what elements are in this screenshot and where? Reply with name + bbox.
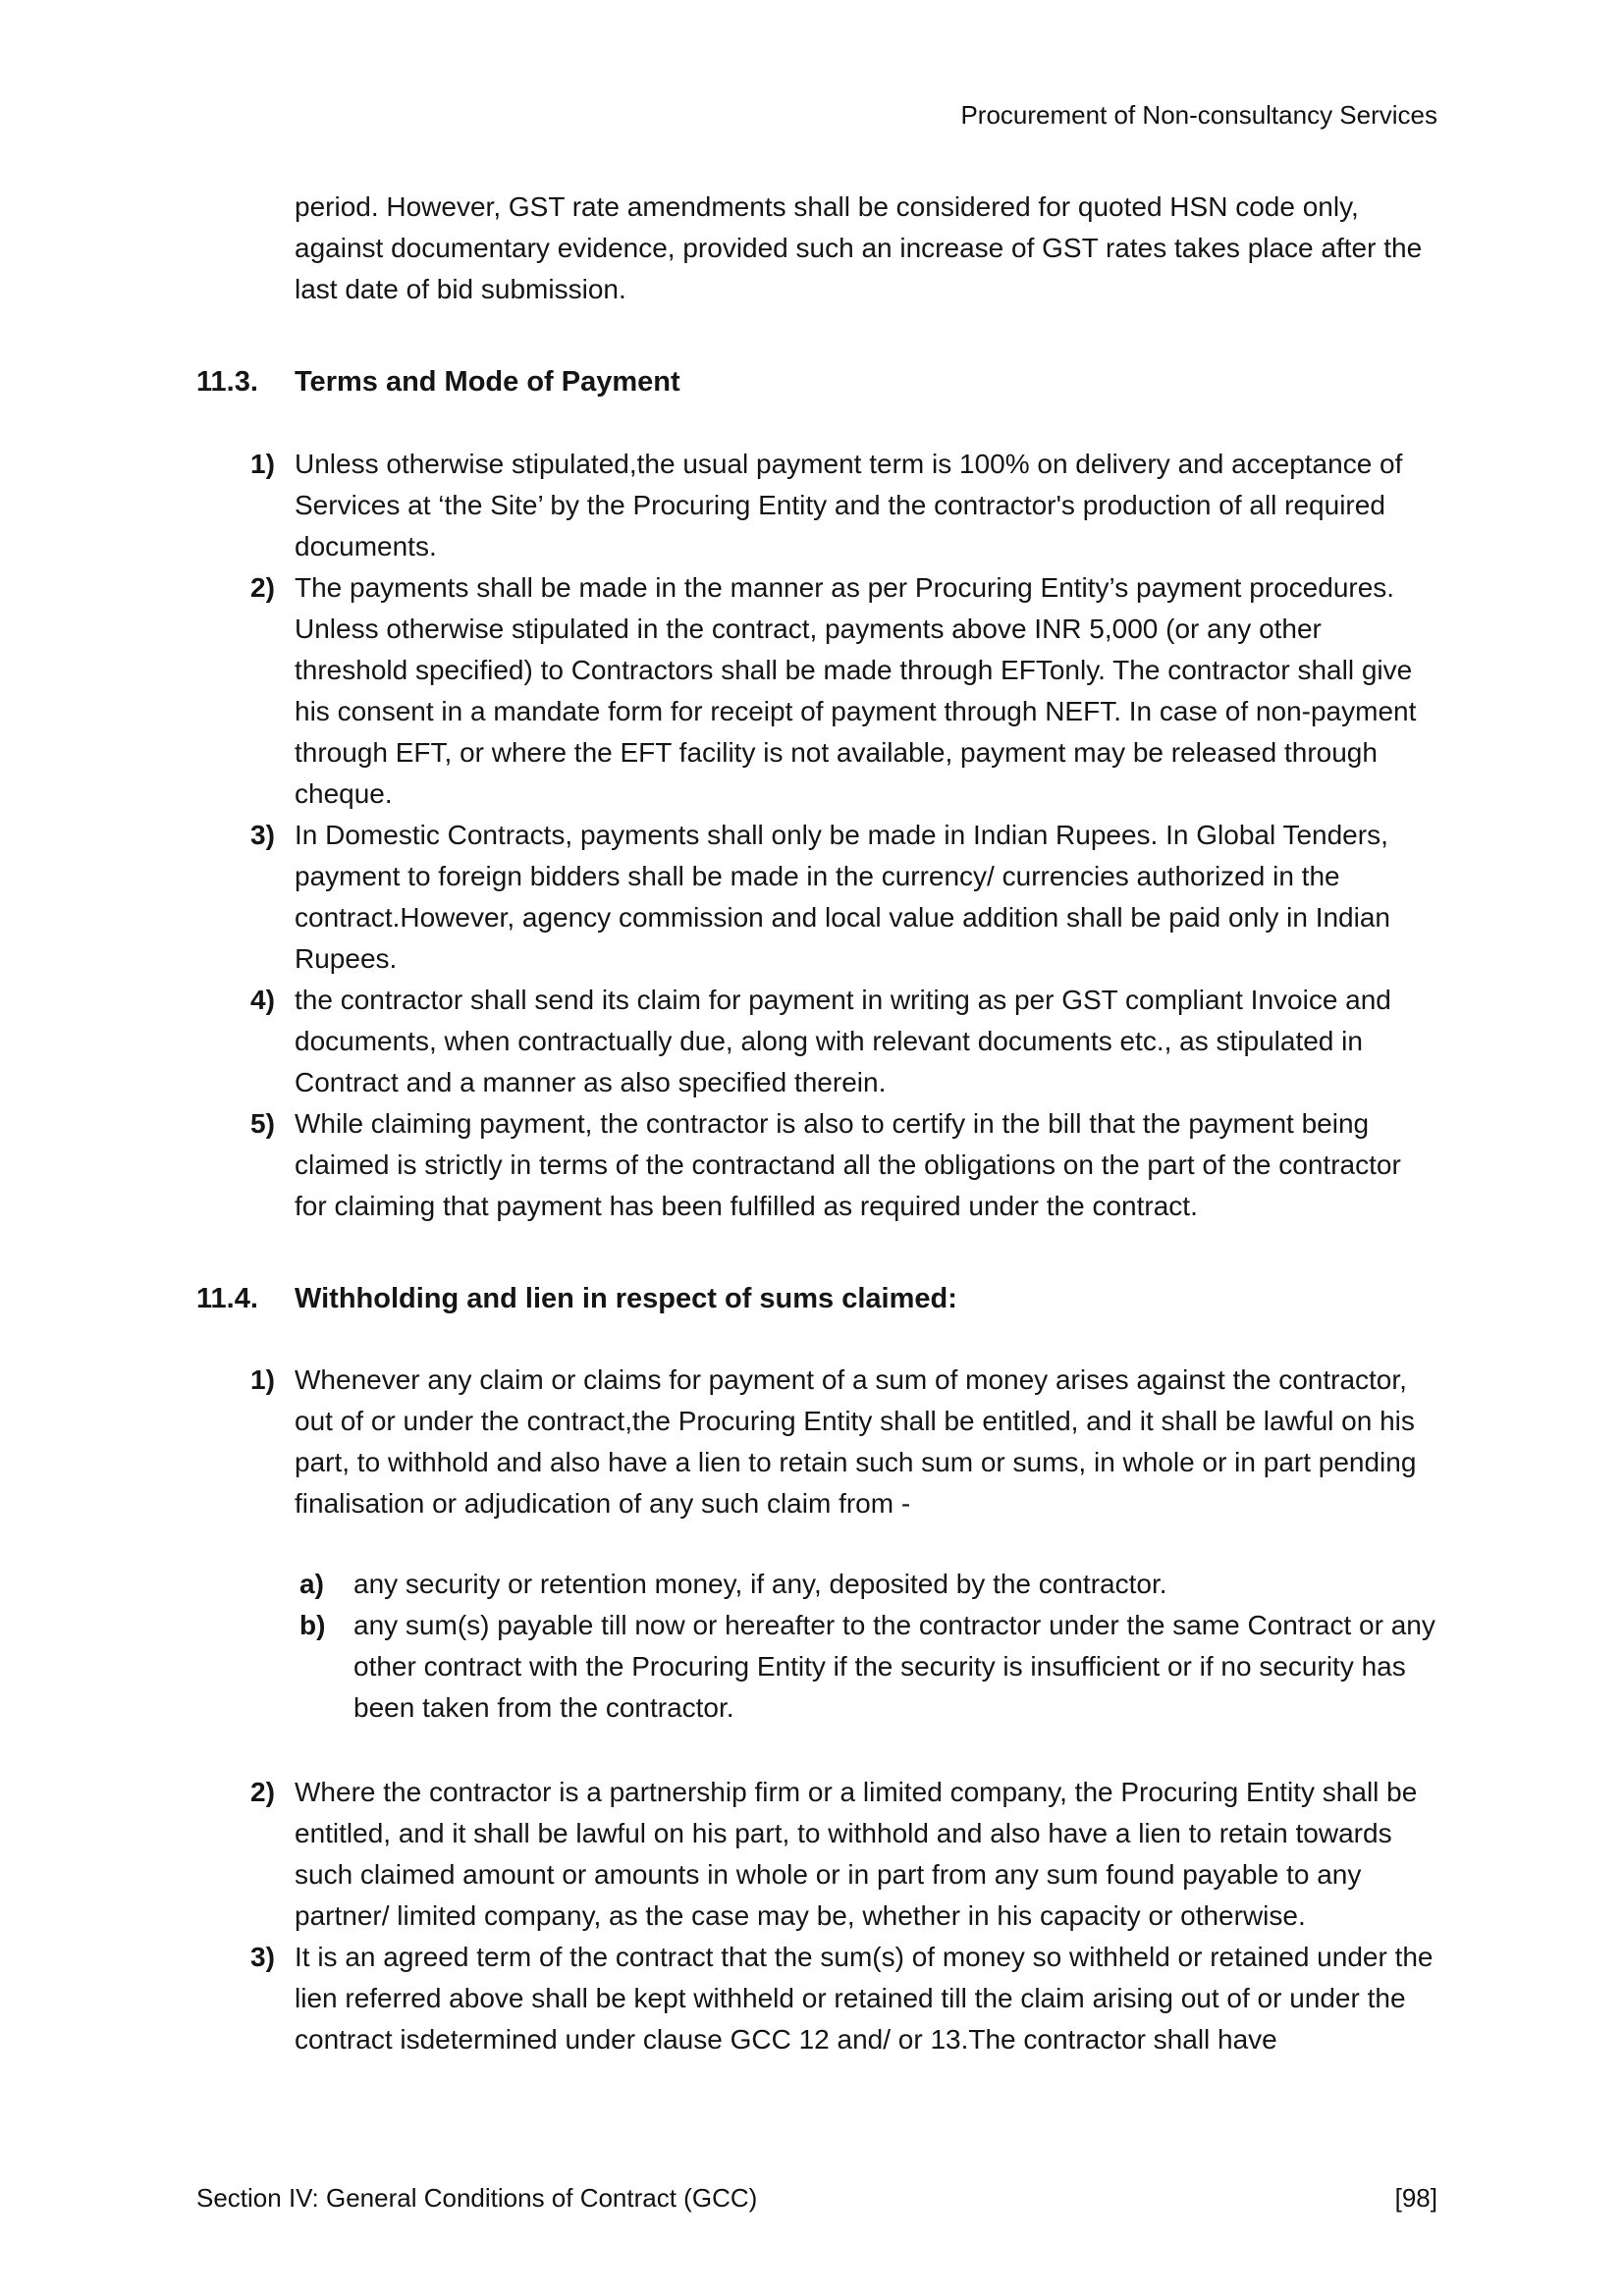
list-item-marker: 1) (250, 1364, 275, 1395)
sub-item-marker: a) (299, 1569, 324, 1599)
intro-paragraph: period. However, GST rate amendments shall be considered for quoted HSN code only, against documentary evidence, provided such an increase of GST rates takes place after the last date of bid submission. (295, 191, 1423, 304)
section-number: 11.3. (196, 366, 258, 398)
sub-item-marker: b) (299, 1610, 326, 1640)
list-item (250, 1772, 1437, 1937)
list-item-text: the contractor shall send its claim for payment in writing as per GST compliant Invoice and documents, when contractually due, along with relevant documents etc., as stipulated in Contract and a manner as also specified therein. (295, 984, 1391, 1097)
list-item (250, 1103, 1437, 1227)
list-item-text: Whenever any claim or claims for payment of a sum of money arises against the contractor, out of or under the contract,the Procuring Entity shall be entitled, and it shall be lawful on his part, to withhold and also have a lien to retain such sum or sums, in whole or in part pending finalisation or adjudication of any such claim from - (295, 1364, 1417, 1519)
sub-item-text: any security or retention money, if any, deposited by the contractor. (353, 1569, 1167, 1599)
list-item-text: Where the contractor is a partnership firm or a limited company, the Procuring Entity shall be entitled, and it shall be lawful on his part, to withhold and also have a lien to retain towards such claimed amount or amounts in whole or in part from any sum found payable to any partner/ limited company, as the case may be, whether in his capacity or otherwise. (295, 1777, 1418, 1931)
list-item-marker: 2) (250, 571, 275, 603)
list-item (250, 567, 1437, 815)
sub-list (196, 1564, 1437, 1729)
page-content (196, 187, 1437, 2060)
footer-page-number: [98] (1394, 2183, 1437, 2213)
section-11-4-list (196, 1360, 1437, 2060)
section-number: 11.4. (196, 1282, 258, 1314)
list-item-text: The payments shall be made in the manner as per Procuring Entity’s payment procedures. Unless otherwise stipulated in the contract, payments above INR 5,000 (or any other threshold specified) to Contractors shall be made through EFTonly. The contractor shall give his consent in a mandate form for receipt of payment through NEFT. In case of non-payment through EFT, or where the EFT facility is not available, payment may be released through cheque. (295, 571, 1417, 809)
list-item (250, 1937, 1437, 2060)
section-title: Terms and Mode of Payment (295, 366, 680, 398)
list-item-text: Unless otherwise stipulated,the usual payment term is 100% on delivery and acceptance of Services at ‘the Site’ by the Procuring Entity and the contractor's production of all required documents. (295, 448, 1403, 561)
list-item (250, 980, 1437, 1103)
list-item-text: It is an agreed term of the contract that the sum(s) of money so withheld or retained under the lien referred above shall be kept withheld or retained till the claim arising out of or under the contract isdetermined under clause GCC 12 and/ or 13.The contractor shall have (295, 1942, 1434, 2055)
header-title: Procurement of Non-consultancy Services (960, 100, 1437, 130)
list-item-marker: 3) (250, 819, 275, 850)
list-item-marker: 2) (250, 1777, 275, 1807)
page-footer (196, 2179, 1437, 2217)
list-item-marker: 5) (250, 1107, 275, 1139)
list-item-marker: 3) (250, 1942, 275, 1972)
page-header (196, 96, 1437, 134)
sub-list-item (299, 1605, 1437, 1729)
list-item-text: While claiming payment, the contractor is also to certify in the bill that the payment being claimed is strictly in terms of the contractand all the obligations on the part of the contractor for claiming that payment has been fulfilled as required under the contract. (295, 1107, 1401, 1221)
list-item-text: In Domestic Contracts, payments shall only be made in Indian Rupees. In Global Tenders, payment to foreign bidders shall be made in the currency/ currencies authorized in the contract.However, agency commission and local value addition shall be paid only in Indian Rupees. (295, 819, 1390, 974)
sub-item-text: any sum(s) payable till now or hereafter to the contractor under the same Contract or any other contract with the Procuring Entity if the security is insufficient or if no security has been taken from the contractor. (353, 1610, 1435, 1723)
footer-section-label: Section IV: General Conditions of Contract (GCC) (196, 2183, 758, 2213)
list-item (250, 444, 1437, 567)
list-item-marker: 1) (250, 448, 275, 479)
sub-list-item (299, 1564, 1437, 1605)
list-item-marker: 4) (250, 984, 275, 1015)
list-item (250, 1360, 1437, 1524)
section-11-3-list (196, 444, 1437, 1227)
section-heading-11-3 (196, 361, 1437, 404)
list-item (250, 815, 1437, 980)
section-title: Withholding and lien in respect of sums claimed: (295, 1282, 957, 1314)
section-heading-11-4 (196, 1278, 1437, 1321)
